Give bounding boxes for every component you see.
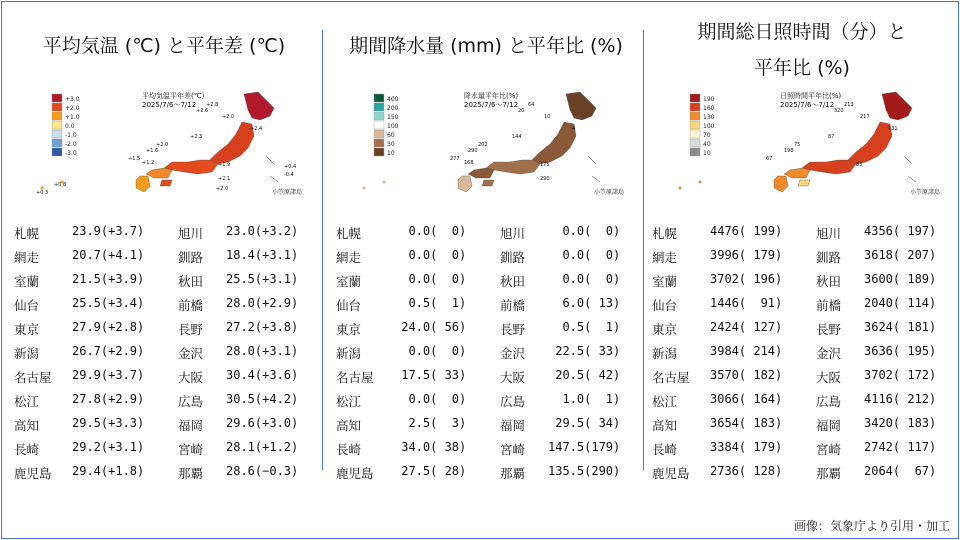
map-value-label: 64 xyxy=(528,102,535,108)
station-name: 宮崎 xyxy=(816,442,842,457)
map-value-label: +2.1 xyxy=(218,176,231,182)
station-name: 室蘭 xyxy=(336,274,362,289)
station-name: 高知 xyxy=(14,418,40,433)
table-row xyxy=(652,412,952,436)
station-value: 30.5(+4.2) xyxy=(226,392,299,406)
inset-divider xyxy=(266,156,278,182)
table-row xyxy=(14,412,314,436)
map-value-label: 87 xyxy=(828,134,835,140)
station-value: 29.2(+3.1) xyxy=(72,440,145,454)
table-row xyxy=(14,388,314,412)
station-value: 29.4(+1.8) xyxy=(72,464,145,478)
map-value-label: 277 xyxy=(450,156,460,162)
temperature-table xyxy=(14,220,314,484)
sunshine-map xyxy=(660,90,952,200)
sunshine-title-line1: 期間総日照時間（分）と xyxy=(697,21,907,43)
station-name: 金沢 xyxy=(816,346,842,361)
map-value-label: 290 xyxy=(540,176,550,182)
station-name: 鹿児島 xyxy=(336,466,374,481)
legend-label: -3.0 xyxy=(65,150,77,157)
legend-label: 100 xyxy=(703,123,715,130)
inset-label: 小笠原諸島 xyxy=(910,189,941,196)
station-name: 旭川 xyxy=(178,226,204,241)
table-row xyxy=(336,436,636,460)
table-row xyxy=(336,220,636,244)
legend-label: 400 xyxy=(387,96,399,103)
station-name: 松江 xyxy=(336,394,362,409)
legend-swatch xyxy=(52,121,62,129)
station-value: 2040( 114) xyxy=(864,296,937,310)
map-value-label: 20 xyxy=(518,108,525,114)
station-value: 3618( 207) xyxy=(864,248,937,262)
station-name: 前橋 xyxy=(178,298,204,313)
station-name: 網走 xyxy=(336,250,362,265)
region-shape xyxy=(482,180,494,186)
legend-label: 30 xyxy=(387,141,395,148)
legend-swatch xyxy=(690,103,700,111)
island-marker xyxy=(679,187,682,190)
station-name: 那覇 xyxy=(500,466,526,481)
legend-swatch xyxy=(374,103,384,111)
station-value: 0.0( 0) xyxy=(548,224,621,238)
map-value-label: +0.4 xyxy=(284,164,297,170)
station-value: 20.5( 42) xyxy=(548,368,621,382)
station-name: 名古屋 xyxy=(14,370,52,385)
table-row xyxy=(14,316,314,340)
table-row xyxy=(652,316,952,340)
table-row xyxy=(336,364,636,388)
table-row xyxy=(652,220,952,244)
precipitation-title: 期間降水量 (mm) と平年比 (%) xyxy=(349,35,623,57)
map-value-label: 131 xyxy=(888,126,898,132)
table-row xyxy=(336,244,636,268)
station-name: 那覇 xyxy=(178,466,204,481)
map-value-label: +2.0 xyxy=(156,142,169,148)
station-value: 0.0( 0) xyxy=(548,248,621,262)
station-value: 2742( 117) xyxy=(864,440,937,454)
station-name: 札幌 xyxy=(336,226,362,241)
legend-swatch xyxy=(52,112,62,120)
map-value-label: +2.3 xyxy=(190,134,203,140)
legend-label: 60 xyxy=(387,132,395,139)
temperature-title: 平均気温 (℃) と平年差 (℃) xyxy=(42,35,286,57)
map-value-label: +1.6 xyxy=(146,148,159,154)
legend-label: 70 xyxy=(703,132,711,139)
legend-swatch xyxy=(374,112,384,120)
station-value: 28.0(+2.9) xyxy=(226,296,299,310)
legend-label: 40 xyxy=(703,141,711,148)
map-period: 2025/7/6〜7/12 xyxy=(780,101,835,109)
station-name: 金沢 xyxy=(500,346,526,361)
station-name: 旭川 xyxy=(816,226,842,241)
station-name: 新潟 xyxy=(652,346,678,361)
legend-swatch xyxy=(690,112,700,120)
station-name: 福岡 xyxy=(500,418,526,433)
station-name: 前橋 xyxy=(816,298,842,313)
station-name: 東京 xyxy=(14,322,40,337)
table-row xyxy=(652,292,952,316)
station-value: 29.5(+3.3) xyxy=(72,416,145,430)
legend-label: 10 xyxy=(387,150,395,157)
station-value: 23.9(+3.7) xyxy=(72,224,145,238)
station-name: 秋田 xyxy=(500,274,526,289)
map-value-label: 202 xyxy=(478,142,488,148)
table-row xyxy=(14,220,314,244)
station-value: 3984( 214) xyxy=(710,344,783,358)
station-value: 1446( 91) xyxy=(710,296,783,310)
precipitation-map xyxy=(344,90,636,200)
station-name: 大阪 xyxy=(500,370,526,385)
station-name: 大阪 xyxy=(178,370,204,385)
station-name: 松江 xyxy=(652,394,678,409)
station-value: 20.7(+4.1) xyxy=(72,248,145,262)
station-value: 24.0( 56) xyxy=(394,320,467,334)
station-name: 仙台 xyxy=(14,298,40,313)
station-value: 28.6(−0.3) xyxy=(226,464,299,478)
station-value: 0.0( 0) xyxy=(394,392,467,406)
temperature-panel xyxy=(14,0,314,540)
station-name: 名古屋 xyxy=(336,370,374,385)
station-name: 高知 xyxy=(652,418,678,433)
station-name: 松江 xyxy=(14,394,40,409)
map-value-label: +2.6 xyxy=(196,108,209,114)
station-value: 0.0( 0) xyxy=(394,224,467,238)
map-value-label: -0.4 xyxy=(284,172,294,178)
inset-label: 小笠原諸島 xyxy=(272,189,303,196)
station-name: 秋田 xyxy=(178,274,204,289)
inset-label: 小笠原諸島 xyxy=(594,189,625,196)
map-value-label: +2.4 xyxy=(250,126,263,132)
legend-swatch xyxy=(374,139,384,147)
table-row xyxy=(336,340,636,364)
station-name: 仙台 xyxy=(652,298,678,313)
table-row xyxy=(652,364,952,388)
legend-swatch xyxy=(690,130,700,138)
map-value-label: 75 xyxy=(794,142,801,148)
region-shape xyxy=(848,122,892,164)
station-value: 3420( 183) xyxy=(864,416,937,430)
station-name: 宮崎 xyxy=(500,442,526,457)
region-shape xyxy=(210,122,254,164)
table-row xyxy=(652,244,952,268)
map-value-label: +2.0 xyxy=(216,186,229,192)
legend-swatch xyxy=(690,139,700,147)
table-row xyxy=(336,316,636,340)
station-value: 3384( 179) xyxy=(710,440,783,454)
station-name: 福岡 xyxy=(816,418,842,433)
map-value-label: +0.8 xyxy=(54,182,67,188)
region-shape xyxy=(802,160,856,174)
station-name: 広島 xyxy=(500,394,526,409)
region-shape xyxy=(784,168,810,178)
station-value: 25.5(+3.1) xyxy=(226,272,299,286)
station-name: 福岡 xyxy=(178,418,204,433)
inset-divider xyxy=(904,156,916,182)
image-credit: 画像：気象庁より引用・加工 xyxy=(793,519,950,533)
map-period: 2025/7/6〜7/12 xyxy=(464,101,519,109)
station-value: 0.0( 0) xyxy=(394,272,467,286)
legend-label: 10 xyxy=(703,150,711,157)
station-name: 旭川 xyxy=(500,226,526,241)
station-value: 0.0( 0) xyxy=(548,272,621,286)
station-value: 29.6(+3.0) xyxy=(226,416,299,430)
station-value: 0.5( 1) xyxy=(394,296,467,310)
station-name: 広島 xyxy=(816,394,842,409)
station-value: 26.7(+2.9) xyxy=(72,344,145,358)
legend-swatch xyxy=(690,94,700,102)
station-value: 27.5( 28) xyxy=(394,464,467,478)
station-value: 3654( 183) xyxy=(710,416,783,430)
station-value: 28.1(+1.2) xyxy=(226,440,299,454)
region-shape xyxy=(532,122,576,164)
station-name: 室蘭 xyxy=(14,274,40,289)
map-value-label: 10 xyxy=(544,114,551,120)
station-name: 秋田 xyxy=(816,274,842,289)
map-title: 日照時間平年比(%) xyxy=(780,92,842,100)
station-name: 札幌 xyxy=(14,226,40,241)
legend-label: 100 xyxy=(387,123,399,130)
island-marker xyxy=(363,187,366,190)
station-value: 4356( 197) xyxy=(864,224,937,238)
map-title: 平均気温平年差(℃) xyxy=(142,92,205,100)
station-name: 新潟 xyxy=(336,346,362,361)
region-shape xyxy=(774,176,788,192)
station-name: 網走 xyxy=(652,250,678,265)
table-row xyxy=(652,460,952,484)
legend-label: 200 xyxy=(387,105,399,112)
map-value-label: +1.2 xyxy=(142,160,155,166)
map-value-label: 290 xyxy=(468,148,478,154)
map-value-label: 83 xyxy=(856,162,863,168)
station-value: 22.5( 33) xyxy=(548,344,621,358)
station-value: 27.9(+2.8) xyxy=(72,320,145,334)
station-name: 釧路 xyxy=(816,250,842,265)
station-value: 1.0( 1) xyxy=(548,392,621,406)
legend-label: -2.0 xyxy=(65,141,77,148)
map-value-label: 213 xyxy=(844,102,854,108)
station-name: 名古屋 xyxy=(652,370,690,385)
station-name: 前橋 xyxy=(500,298,526,313)
table-row xyxy=(14,436,314,460)
island-marker xyxy=(699,181,702,184)
legend-swatch xyxy=(52,148,62,156)
station-value: 4476( 199) xyxy=(710,224,783,238)
legend-label: 130 xyxy=(703,114,715,121)
legend-swatch xyxy=(690,121,700,129)
legend-swatch xyxy=(374,121,384,129)
map-value-label: 198 xyxy=(784,148,794,154)
legend-label: +2.0 xyxy=(65,105,80,112)
station-value: 6.0( 13) xyxy=(548,296,621,310)
region-shape xyxy=(160,180,172,186)
legend-swatch xyxy=(690,148,700,156)
region-shape xyxy=(468,168,494,178)
station-value: 0.0( 0) xyxy=(394,248,467,262)
station-name: 釧路 xyxy=(500,250,526,265)
table-row xyxy=(336,268,636,292)
precipitation-panel xyxy=(336,0,636,540)
station-value: 3702( 196) xyxy=(710,272,783,286)
table-row xyxy=(652,388,952,412)
table-row xyxy=(336,388,636,412)
station-name: 釧路 xyxy=(178,250,204,265)
legend-label: 160 xyxy=(703,105,715,112)
table-row xyxy=(336,292,636,316)
station-name: 鹿児島 xyxy=(14,466,52,481)
legend-label: 190 xyxy=(703,96,715,103)
legend-swatch xyxy=(52,94,62,102)
table-row xyxy=(14,364,314,388)
station-value: 2.5( 3) xyxy=(394,416,467,430)
legend-label: -1.0 xyxy=(65,132,77,139)
station-value: 4116( 212) xyxy=(864,392,937,406)
sunshine-panel xyxy=(652,0,952,540)
station-value: 18.4(+3.1) xyxy=(226,248,299,262)
map-period: 2025/7/6〜7/12 xyxy=(142,101,197,109)
station-name: 新潟 xyxy=(14,346,40,361)
table-row xyxy=(336,460,636,484)
station-name: 長野 xyxy=(178,322,204,337)
map-legend xyxy=(374,94,399,157)
divider-2 xyxy=(643,30,644,470)
legend-swatch xyxy=(374,94,384,102)
station-name: 鹿児島 xyxy=(652,466,690,481)
legend-swatch xyxy=(52,103,62,111)
table-row xyxy=(14,244,314,268)
station-value: 3624( 181) xyxy=(864,320,937,334)
legend-label: +3.0 xyxy=(65,96,80,103)
legend-label: 0.0 xyxy=(65,123,75,130)
station-value: 23.0(+3.2) xyxy=(226,224,299,238)
map-value-label: 67 xyxy=(766,156,773,162)
region-shape xyxy=(244,92,274,120)
station-name: 金沢 xyxy=(178,346,204,361)
station-name: 長崎 xyxy=(14,442,40,457)
precipitation-table xyxy=(336,220,636,484)
legend-label: +1.0 xyxy=(65,114,80,121)
station-value: 3066( 164) xyxy=(710,392,783,406)
station-name: 長野 xyxy=(500,322,526,337)
station-value: 27.8(+2.9) xyxy=(72,392,145,406)
station-value: 135.5(290) xyxy=(548,464,621,478)
station-value: 17.5( 33) xyxy=(394,368,467,382)
map-value-label: 168 xyxy=(464,160,474,166)
station-value: 29.5( 34) xyxy=(548,416,621,430)
legend-swatch xyxy=(374,130,384,138)
station-name: 那覇 xyxy=(816,466,842,481)
map-value-label: 144 xyxy=(512,134,522,140)
region-shape xyxy=(798,180,810,186)
table-row xyxy=(14,460,314,484)
legend-label: 150 xyxy=(387,114,399,121)
station-value: 3600( 189) xyxy=(864,272,937,286)
legend-swatch xyxy=(52,130,62,138)
table-row xyxy=(652,340,952,364)
station-name: 網走 xyxy=(14,250,40,265)
island-marker xyxy=(383,181,386,184)
map-value-label: 175 xyxy=(540,162,550,168)
station-value: 21.5(+3.9) xyxy=(72,272,145,286)
station-name: 室蘭 xyxy=(652,274,678,289)
station-value: 3570( 182) xyxy=(710,368,783,382)
station-name: 長崎 xyxy=(336,442,362,457)
divider-1 xyxy=(322,30,323,470)
temperature-map xyxy=(22,90,314,200)
station-value: 0.5( 1) xyxy=(548,320,621,334)
station-value: 2064( 67) xyxy=(864,464,937,478)
inset-divider xyxy=(588,156,600,182)
sunshine-table xyxy=(652,220,952,484)
station-name: 札幌 xyxy=(652,226,678,241)
station-name: 宮崎 xyxy=(178,442,204,457)
table-row xyxy=(652,268,952,292)
map-value-label: +2.8 xyxy=(206,102,219,108)
table-row xyxy=(14,292,314,316)
station-name: 長崎 xyxy=(652,442,678,457)
map-value-label: +1.9 xyxy=(218,162,231,168)
station-value: 34.0( 38) xyxy=(394,440,467,454)
region-shape xyxy=(136,176,150,192)
table-row xyxy=(14,340,314,364)
map-value-label: 217 xyxy=(860,114,870,120)
table-row xyxy=(652,436,952,460)
region-shape xyxy=(486,160,540,174)
station-value: 27.2(+3.8) xyxy=(226,320,299,334)
station-value: 2736( 128) xyxy=(710,464,783,478)
map-title: 降水量平年比(%) xyxy=(464,92,519,100)
station-name: 広島 xyxy=(178,394,204,409)
station-value: 3636( 195) xyxy=(864,344,937,358)
map-legend xyxy=(52,94,80,157)
map-value-label: 320 xyxy=(834,108,844,114)
legend-swatch xyxy=(52,139,62,147)
legend-swatch xyxy=(374,148,384,156)
table-row xyxy=(336,412,636,436)
station-name: 仙台 xyxy=(336,298,362,313)
station-value: 30.4(+3.6) xyxy=(226,368,299,382)
station-name: 高知 xyxy=(336,418,362,433)
region-shape xyxy=(566,92,596,120)
map-value-label: 4 xyxy=(572,126,576,132)
station-value: 2424( 127) xyxy=(710,320,783,334)
map-value-label: +1.5 xyxy=(128,156,141,162)
sunshine-title-line2: 平年比 (%) xyxy=(754,57,850,79)
region-shape xyxy=(164,160,218,174)
region-shape xyxy=(458,176,472,192)
table-row xyxy=(14,268,314,292)
map-legend xyxy=(690,94,715,157)
station-value: 0.0( 0) xyxy=(394,344,467,358)
station-name: 大阪 xyxy=(816,370,842,385)
station-name: 長野 xyxy=(816,322,842,337)
map-value-label: +0.3 xyxy=(36,190,49,196)
region-shape xyxy=(146,168,172,178)
region-shape xyxy=(882,92,912,120)
station-value: 3996( 179) xyxy=(710,248,783,262)
station-value: 25.5(+3.4) xyxy=(72,296,145,310)
station-value: 3702( 172) xyxy=(864,368,937,382)
map-value-label: +2.0 xyxy=(222,114,235,120)
station-name: 東京 xyxy=(652,322,678,337)
station-value: 29.9(+3.7) xyxy=(72,368,145,382)
station-name: 東京 xyxy=(336,322,362,337)
station-value: 28.0(+3.1) xyxy=(226,344,299,358)
station-value: 147.5(179) xyxy=(548,440,621,454)
